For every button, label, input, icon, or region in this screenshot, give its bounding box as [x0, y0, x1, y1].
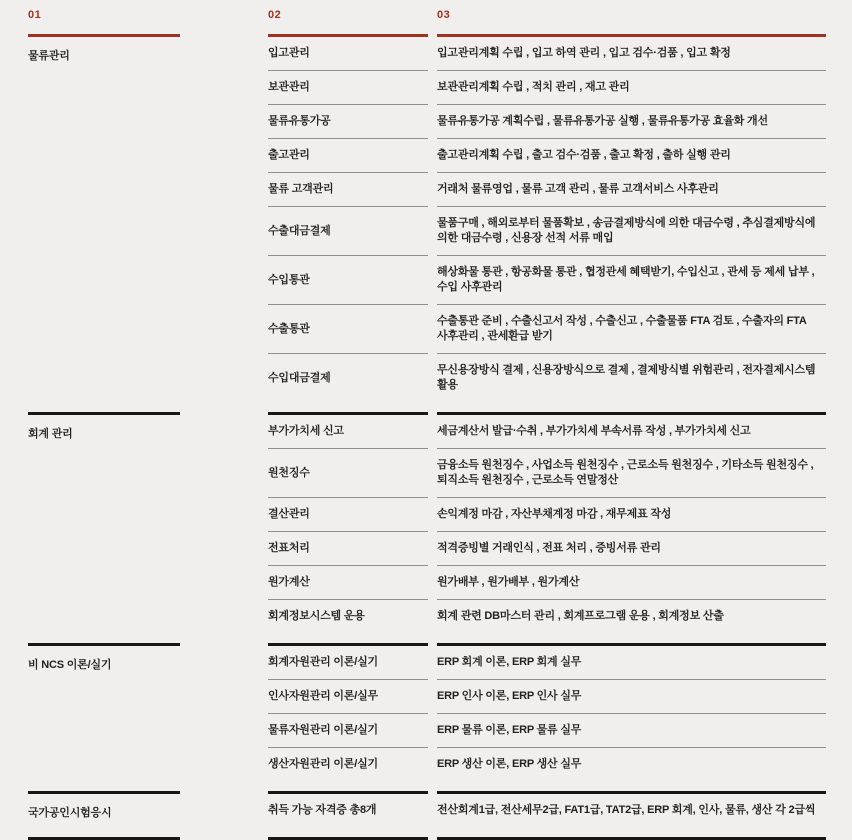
competency-detail-cell [437, 354, 826, 412]
competency-detail-cell [437, 256, 826, 305]
section-body [28, 646, 826, 791]
category-label: 물류관리 [28, 50, 70, 62]
competency-detail: 손익계정 마감 , 자산부채계정 마감 , 재무제표 작성 [437, 508, 672, 520]
rows-container [268, 646, 826, 791]
table-row [268, 37, 826, 71]
column-header-03 [437, 9, 826, 37]
section-body [28, 37, 826, 412]
category-label: 회계 관리 [28, 428, 73, 440]
rows-container [268, 415, 826, 643]
table-row [268, 207, 826, 256]
competency-detail-cell [437, 71, 826, 105]
section [28, 791, 826, 837]
table-row [268, 305, 826, 354]
table-row [268, 748, 826, 791]
competency-detail-cell [437, 207, 826, 256]
competency-unit: 결산관리 [268, 498, 428, 532]
competency-detail-cell [437, 415, 826, 449]
competency-detail: 적격증빙별 거래인식 , 전표 처리 , 증빙서류 관리 [437, 542, 661, 554]
competency-detail: 회계 관련 DB마스터 관리 , 회계프로그램 운용 , 회계정보 산출 [437, 610, 724, 622]
section [28, 37, 826, 412]
competency-detail: 세금계산서 발급·수취 , 부가가치세 부속서류 작성 , 부가가치세 신고 [437, 425, 751, 437]
competency-detail: ERP 물류 이론, ERP 물류 실무 [437, 724, 582, 736]
competency-detail: 무신용장방식 결제 , 신용장방식으로 결제 , 결제방식별 위험관리 , 전자결제시스템 활용 [437, 364, 816, 391]
competency-detail: 금융소득 원천징수 , 사업소득 원천징수 , 근로소득 원천징수 , 기타소득 원천징수 , 퇴직소득 원천징수 , 근로소득 연말정산 [437, 459, 814, 486]
competency-detail: ERP 회계 이론, ERP 회계 실무 [437, 656, 582, 668]
table-row [268, 173, 826, 207]
competency-detail: 해상화물 통관 , 항공화물 통관 , 협정관세 혜택받기, 수입신고 , 관세 등 제세 납부 , 수입 사후관리 [437, 266, 815, 293]
column-number-02: 02 [268, 9, 282, 21]
table-row [268, 256, 826, 305]
rows-container [268, 794, 826, 837]
competency-unit: 물류 고객관리 [268, 173, 428, 207]
table-row [268, 714, 826, 748]
category-label: 국가공인시험응시 [28, 807, 112, 819]
table-row [268, 139, 826, 173]
competency-detail-cell [437, 600, 826, 643]
table-row [268, 794, 826, 837]
competency-detail-cell [437, 139, 826, 173]
rows-container [268, 37, 826, 412]
table-row [268, 449, 826, 498]
competency-detail-cell [437, 532, 826, 566]
table-row [268, 498, 826, 532]
competency-unit: 수출대금결제 [268, 207, 428, 256]
competency-unit: 수입통관 [268, 256, 428, 305]
competency-detail: 원가배부 , 원가배부 , 원가계산 [437, 576, 580, 588]
competency-detail-cell [437, 748, 826, 791]
competency-unit: 물류자원관리 이론/실기 [268, 714, 428, 748]
competency-detail-cell [437, 105, 826, 139]
competency-unit: 회계자원관리 이론/실기 [268, 646, 428, 680]
competency-detail: 거래처 물류영업 , 물류 고객 관리 , 물류 고객서비스 사후관리 [437, 183, 719, 195]
competency-detail: 물류유통가공 계획수립 , 물류유통가공 실행 , 물류유통가공 효율화 개선 [437, 115, 768, 127]
column-header-row [28, 9, 826, 37]
competency-detail: 물품구매 , 해외로부터 물품확보 , 송금결제방식에 의한 대금수령 , 추심결제방식에 의한 대금수령 , 신용장 선적 서류 매입 [437, 217, 816, 244]
competency-detail: ERP 인사 이론, ERP 인사 실무 [437, 690, 582, 702]
table-row [268, 354, 826, 412]
table-row [268, 600, 826, 643]
competency-unit: 취득 가능 자격증 총8개 [268, 804, 377, 816]
table-row [268, 646, 826, 680]
competency-detail-cell [437, 646, 826, 680]
competency-detail-cell [437, 37, 826, 71]
competency-unit: 부가가치세 신고 [268, 415, 428, 449]
competency-detail-cell [437, 680, 826, 714]
table-row [268, 680, 826, 714]
competency-detail-cell [437, 449, 826, 498]
column-number-03: 03 [437, 9, 451, 21]
competency-detail: 출고관리계획 수립 , 출고 검수·검품 , 출고 확정 , 출하 실행 관리 [437, 149, 731, 161]
section [28, 412, 826, 643]
competency-unit: 물류유통가공 [268, 105, 428, 139]
competency-detail: 전산회계1급, 전산세무2급, FAT1급, TAT2급, ERP 회계, 인사, 물류, 생산 각 2급씩 [437, 804, 816, 816]
section-body [28, 794, 826, 837]
competency-unit: 출고관리 [268, 139, 428, 173]
competency-unit: 회계정보시스템 운용 [268, 610, 365, 622]
section [28, 643, 826, 791]
competency-detail-cell [437, 794, 826, 837]
competency-detail-cell [437, 714, 826, 748]
competency-detail: 수출통관 준비 , 수출신고서 작성 , 수출신고 , 수출물품 FTA 검토 , 수출자의 FTA 사후관리 , 관세환급 받기 [437, 315, 807, 342]
competency-detail-cell [437, 566, 826, 600]
competency-detail: 보관관리계획 수립 , 적치 관리 , 재고 관리 [437, 81, 630, 93]
column-number-01: 01 [28, 9, 42, 21]
sections-container [28, 37, 826, 840]
table-row [268, 566, 826, 600]
competency-unit: 입고관리 [268, 37, 428, 71]
competency-unit: 인사자원관리 이론/실무 [268, 680, 428, 714]
competency-unit: 생산자원관리 이론/실기 [268, 758, 378, 770]
table-row [268, 532, 826, 566]
competency-detail: ERP 생산 이론, ERP 생산 실무 [437, 758, 582, 770]
section-body [28, 415, 826, 643]
competency-unit: 수출통관 [268, 305, 428, 354]
table-row [268, 71, 826, 105]
competency-unit: 수입대금결제 [268, 371, 331, 384]
table-row [268, 105, 826, 139]
category-label: 비 NCS 이론/실기 [28, 659, 112, 671]
column-header-02 [268, 9, 428, 37]
competency-detail-cell [437, 173, 826, 207]
competency-unit: 보관관리 [268, 71, 428, 105]
competency-detail: 입고관리계획 수립 , 입고 하역 관리 , 입고 검수·검품 , 입고 확정 [437, 47, 731, 59]
competency-unit: 원가계산 [268, 566, 428, 600]
competency-detail-cell [437, 305, 826, 354]
competency-unit: 전표처리 [268, 532, 428, 566]
competency-detail-cell [437, 498, 826, 532]
column-header-01 [28, 9, 180, 37]
competency-unit: 원천징수 [268, 449, 428, 498]
table-row [268, 415, 826, 449]
